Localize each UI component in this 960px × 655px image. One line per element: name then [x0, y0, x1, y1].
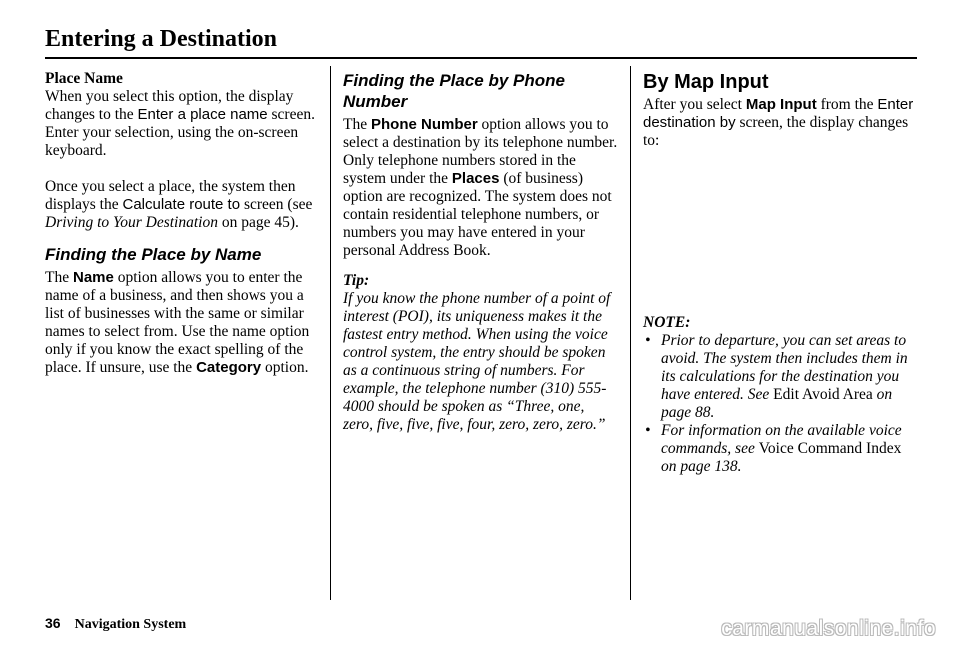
footer-section: Navigation System [74, 617, 187, 632]
column-map-input [643, 70, 918, 476]
find-by-phone-paragraph: The Phone Number option allows you to select a destination by its telephone number. Only telephone numbers stored in the system under the Places (of business) option are recognized. The system does not contain residential telephone numbers, or numbers you may have entered in your personal Address Book. [343, 116, 618, 259]
ui-label-places: Places [451, 170, 500, 187]
tip-text: If you know the phone number of a point of interest (POI), its uniqueness makes it the fastest entry method. When using the voice control system, the entry should be spoken as a continuous string of numbers. For example, the telephone number (310) 555-4000 should be spoken as “Three, one, zero, five, five, five, four, zero, zero, zero.” [343, 290, 611, 433]
column-divider-2 [630, 66, 631, 600]
note-item: • For information on the available voice commands, see Voice Command Index on page 138. [643, 422, 918, 476]
screen-image-space [643, 150, 918, 314]
tip-label: Tip: [343, 272, 370, 289]
ui-label-name: Name [72, 269, 114, 286]
cross-reference: Voice Command Index [758, 440, 902, 457]
ui-label-phone-number: Phone Number [370, 116, 478, 133]
place-name-paragraph-1: When you select this option, the display changes to the Enter a place name screen. Enter your selection, using the on-screen keyboard. [45, 88, 315, 159]
find-by-name-paragraph: The Name option allows you to enter the name of a business, and then shows you a list of businesses with the same or similar names to select from. Use the name option only if you know the exact spelling of the place. If unsure, use the Category option. [45, 269, 310, 376]
title-rule [45, 57, 917, 59]
ui-label-category: Category [196, 359, 262, 376]
note-label: NOTE: [643, 314, 691, 331]
page-footer [45, 614, 186, 634]
map-input-heading: By Map Input [643, 71, 769, 93]
page-number: 36 [45, 615, 61, 631]
cross-reference: Edit Avoid Area [773, 386, 873, 403]
page-title: Entering a Destination [45, 26, 278, 52]
cross-reference: Driving to Your Destination [45, 214, 218, 231]
find-by-phone-heading: Finding the Place by Phone Number [343, 71, 565, 111]
place-name-paragraph-2: Once you select a place, the system then displays the Calculate route to screen (see Driving to Your Destination on page 45). [45, 178, 313, 231]
ui-label-enter-destination-by: Enter destination by [643, 96, 914, 131]
ui-label-calculate-route: Calculate route to [122, 196, 241, 213]
column-place-name [45, 70, 320, 377]
find-by-name-heading: Finding the Place by Name [45, 245, 262, 264]
column-divider-1 [330, 66, 331, 600]
place-name-heading: Place Name [45, 70, 123, 87]
ui-label-map-input: Map Input [745, 96, 817, 113]
note-list [643, 332, 918, 476]
note-item: • Prior to departure, you can set areas to avoid. The system then includes them in its calculations for the destination you have entered. See Edit Avoid Area on page 88. [643, 332, 918, 422]
column-phone-number [343, 70, 618, 434]
map-input-paragraph: After you select Map Input from the Enter destination by screen, the display changes to: [643, 96, 914, 149]
watermark-text: carmanualsonline.info [721, 617, 936, 640]
ui-label-enter-place-name: Enter a place name [137, 106, 268, 123]
